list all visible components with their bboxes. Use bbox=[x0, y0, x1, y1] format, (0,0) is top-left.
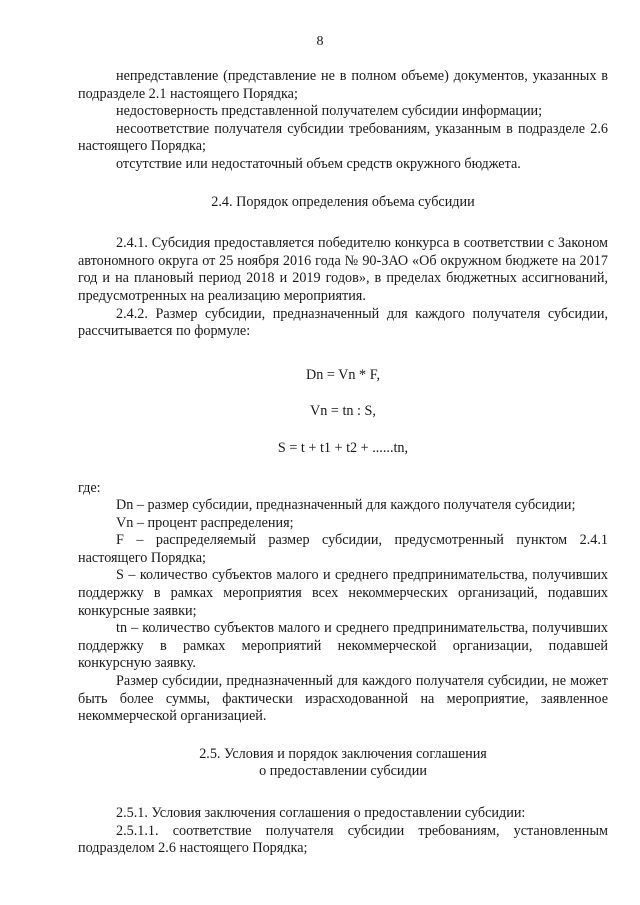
paragraph-2-5-1: 2.5.1. Условия заключения соглашения о предоставлении субсидии: bbox=[116, 805, 526, 821]
section-heading-2-5-line2: о предоставлении субсидии bbox=[259, 763, 427, 780]
section-heading-2-5 bbox=[78, 746, 608, 781]
paragraph-noncompliance: несоответствие получателя субсидии требованиям, указанным в подразделе 2.6 настоящего Порядка; bbox=[78, 120, 608, 155]
formula-dn: Dn = Vn * F, bbox=[305, 366, 380, 383]
paragraph-nonsubmission: непредставление (представление не в полном объеме) документов, указанных в подразделе 2.1 настоящего Порядка; bbox=[78, 68, 608, 102]
section-heading-2-5-line1: 2.5. Условия и порядок заключения соглашения bbox=[199, 745, 487, 762]
where-label: где: bbox=[78, 479, 101, 496]
paragraph-insufficient-funds: отсутствие или недостаточный объем средств окружного бюджета. bbox=[116, 155, 521, 172]
paragraph-2-4-2: 2.4.2. Размер субсидии, предназначенный для каждого получателя субсидии, рассчитывается по формуле: bbox=[78, 305, 608, 340]
section-heading-2-4: 2.4. Порядок определения объема субсидии bbox=[211, 193, 475, 210]
definition-s: S – количество субъектов малого и среднего предпринимательства, получивших поддержку в рамках мероприятия всех некоммерческих организаций, подавших конкурсные заявки; bbox=[78, 567, 608, 619]
definition-f: F – распределяемый размер субсидии, предусмотренный пунктом 2.4.1 настоящего Порядка; bbox=[78, 532, 608, 566]
formula-vn: Vn = tn : S, bbox=[310, 403, 376, 420]
paragraph-2-5-1-1: 2.5.1.1. соответствие получателя субсидии требованиям, установленным подразделом 2.6 настоящего Порядка; bbox=[78, 822, 608, 857]
page-content bbox=[78, 68, 608, 858]
definition-tn: tn – количество субъектов малого и среднего предпринимательства, получивших поддержку в рамках мероприятий некоммерческой организации, подавшей конкурсную заявку. bbox=[78, 620, 608, 672]
page-number: 8 bbox=[316, 34, 324, 49]
definition-dn: Dn – размер субсидии, предназначенный для каждого получателя субсидии; bbox=[116, 497, 576, 514]
paragraph-2-4-1: 2.4.1. Субсидия предоставляется победителю конкурса в соответствии с Законом автономного округа от 25 ноября 2016 года № 90-ЗАО «Об окружном бюджете на 2017 год и на плановый период 2018 и 2019 годов», в пределах бюджетных ассигнований, предусмотренных на реализацию мероприятия. bbox=[78, 235, 608, 304]
definition-vn: Vn – процент распределения; bbox=[116, 514, 294, 531]
paragraph-inaccuracy: недостоверность представленной получателем субсидии информации; bbox=[116, 103, 543, 120]
formula-s: S = t + t1 + t2 + ......tn, bbox=[277, 439, 409, 456]
paragraph-subsidy-limit: Размер субсидии, предназначенный для каждого получателя субсидии, не может быть более суммы, фактически израсходованной на мероприятие, заявленное некоммерческой организацией. bbox=[78, 673, 608, 725]
